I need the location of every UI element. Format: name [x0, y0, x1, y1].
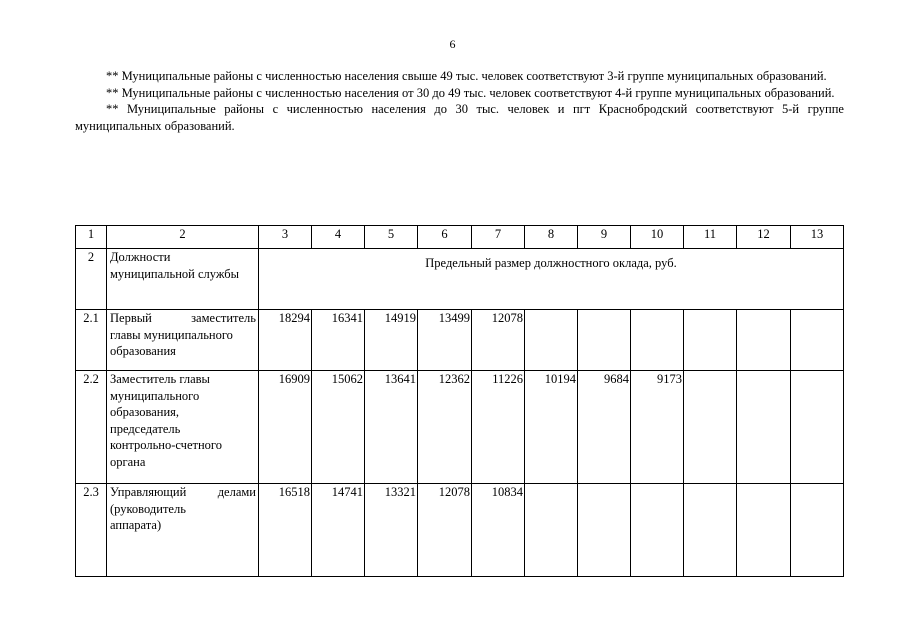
- position-name: Заместитель главы муниципального образования, председатель контрольно-счетного органа: [107, 371, 259, 484]
- salary-value: 18294: [259, 310, 312, 371]
- footnote: ** Муниципальные районы с численностью населения свыше 49 тыс. человек соответствуют 3-й группе муниципальных образований.: [106, 69, 827, 83]
- footnotes: [75, 68, 844, 134]
- section-number: 2: [76, 249, 107, 310]
- salary-value: 10834: [472, 484, 525, 577]
- salary-value: [684, 371, 737, 484]
- salary-value: 16909: [259, 371, 312, 484]
- salary-value: [578, 310, 631, 371]
- page-number: 6: [449, 37, 456, 51]
- salary-value: [791, 310, 844, 371]
- column-number: 8: [525, 226, 578, 249]
- column-number: 2: [107, 226, 259, 249]
- salary-value: 10194: [525, 371, 578, 484]
- column-number: 12: [737, 226, 791, 249]
- salary-value: 11226: [472, 371, 525, 484]
- column-number-row: [76, 226, 844, 249]
- position-name: Управляющий делами (руководитель аппарата): [107, 484, 259, 577]
- table-row: [76, 484, 844, 577]
- salary-value: [578, 484, 631, 577]
- salary-value: 16518: [259, 484, 312, 577]
- salary-table: [75, 225, 844, 577]
- salary-value: 16341: [312, 310, 365, 371]
- footnote: ** Муниципальные районы с численностью населения от 30 до 49 тыс. человек соответствуют 4-й группе муниципальных образований.: [106, 85, 835, 100]
- row-number: 2.2: [76, 371, 107, 484]
- salary-value: 9684: [578, 371, 631, 484]
- column-number: 5: [365, 226, 418, 249]
- salary-value: 9173: [631, 371, 684, 484]
- salary-value: 13499: [418, 310, 472, 371]
- salary-value: [684, 484, 737, 577]
- table-row: [76, 310, 844, 371]
- salary-value: [737, 371, 791, 484]
- column-number: 4: [312, 226, 365, 249]
- column-number: 9: [578, 226, 631, 249]
- salary-value: 14919: [365, 310, 418, 371]
- footnote: ** Муниципальные районы с численностью населения до 30 тыс. человек и пгт Краснобродский соответствуют 5-й группе муниципальных образований.: [75, 102, 844, 133]
- column-number: 3: [259, 226, 312, 249]
- salary-value: [631, 310, 684, 371]
- position-name: Первый заместитель главы муниципального образования: [107, 310, 259, 371]
- column-number: 7: [472, 226, 525, 249]
- column-number: 13: [791, 226, 844, 249]
- salary-value: [791, 484, 844, 577]
- column-number: 6: [418, 226, 472, 249]
- salary-value: 13321: [365, 484, 418, 577]
- salary-value: 14741: [312, 484, 365, 577]
- salary-limit-heading: Предельный размер должностного оклада, руб.: [259, 249, 844, 310]
- column-number: 10: [631, 226, 684, 249]
- column-number: 1: [76, 226, 107, 249]
- salary-value: [737, 484, 791, 577]
- row-number: 2.1: [76, 310, 107, 371]
- salary-value: 13641: [365, 371, 418, 484]
- salary-value: 15062: [312, 371, 365, 484]
- row-number: 2.3: [76, 484, 107, 577]
- salary-value: 12078: [418, 484, 472, 577]
- salary-value: [525, 310, 578, 371]
- section-label: Должности муниципальной службы: [107, 249, 259, 310]
- salary-value: 12078: [472, 310, 525, 371]
- salary-value: [525, 484, 578, 577]
- salary-value: 12362: [418, 371, 472, 484]
- table-row: [76, 371, 844, 484]
- salary-value: [684, 310, 737, 371]
- salary-value: [791, 371, 844, 484]
- salary-value: [631, 484, 684, 577]
- section-header-row: [76, 249, 844, 310]
- column-number: 11: [684, 226, 737, 249]
- salary-value: [737, 310, 791, 371]
